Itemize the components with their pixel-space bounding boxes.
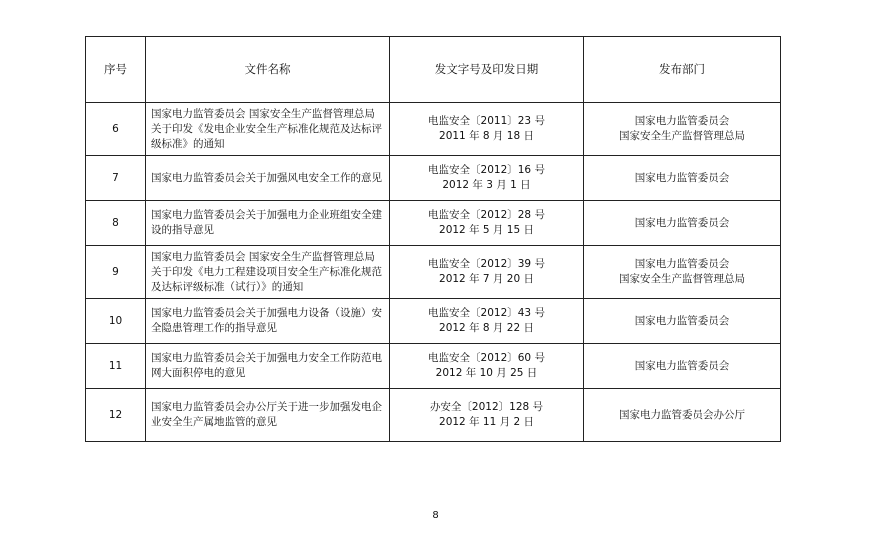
table-header-row: [86, 37, 781, 103]
row-no: 11: [86, 344, 146, 389]
row-file-name: 国家电力监管委员会关于加强风电安全工作的意见: [146, 156, 390, 201]
row-department: 国家电力监管委员会 国家安全生产监督管理总局: [584, 246, 781, 299]
row-file-name: 国家电力监管委员会关于加强电力企业班组安全建设的指导意见: [146, 201, 390, 246]
row-no: 10: [86, 299, 146, 344]
header-doc-number-date: 发文字号及印发日期: [390, 37, 584, 103]
row-file-name: 国家电力监管委员会办公厅关于进一步加强发电企业安全生产属地监管的意见: [146, 389, 390, 442]
row-department: 国家电力监管委员会 国家安全生产监督管理总局: [584, 103, 781, 156]
row-doc-number-date: 电监安全〔2012〕60 号 2012 年 10 月 25 日: [390, 344, 584, 389]
row-no: 12: [86, 389, 146, 442]
row-department: 国家电力监管委员会: [584, 344, 781, 389]
row-doc-number-date: 电监安全〔2011〕23 号 2011 年 8 月 18 日: [390, 103, 584, 156]
row-file-name: 国家电力监管委员会 国家安全生产监督管理总局关于印发《发电企业安全生产标准化规范及达标评级标准》的通知: [146, 103, 390, 156]
table-row: [86, 246, 781, 299]
table-row: [86, 389, 781, 442]
regulation-table: [85, 36, 781, 442]
table-row: [86, 201, 781, 246]
page-number: 8: [432, 510, 439, 521]
row-no: 8: [86, 201, 146, 246]
header-no: 序号: [86, 37, 146, 103]
row-no: 7: [86, 156, 146, 201]
row-file-name: 国家电力监管委员会关于加强电力安全工作防范电网大面积停电的意见: [146, 344, 390, 389]
row-no: 6: [86, 103, 146, 156]
table-row: [86, 103, 781, 156]
row-department: 国家电力监管委员会: [584, 156, 781, 201]
header-department: 发布部门: [584, 37, 781, 103]
row-doc-number-date: 办安全〔2012〕128 号 2012 年 11 月 2 日: [390, 389, 584, 442]
row-doc-number-date: 电监安全〔2012〕39 号 2012 年 7 月 20 日: [390, 246, 584, 299]
row-doc-number-date: 电监安全〔2012〕28 号 2012 年 5 月 15 日: [390, 201, 584, 246]
row-file-name: 国家电力监管委员会 国家安全生产监督管理总局关于印发《电力工程建设项目安全生产标准化规范及达标评级标准（试行）》的通知: [146, 246, 390, 299]
table-row: [86, 156, 781, 201]
row-department: 国家电力监管委员会: [584, 201, 781, 246]
row-department: 国家电力监管委员会办公厅: [584, 389, 781, 442]
table-row: [86, 299, 781, 344]
row-department: 国家电力监管委员会: [584, 299, 781, 344]
row-doc-number-date: 电监安全〔2012〕43 号 2012 年 8 月 22 日: [390, 299, 584, 344]
row-doc-number-date: 电监安全〔2012〕16 号 2012 年 3 月 1 日: [390, 156, 584, 201]
row-no: 9: [86, 246, 146, 299]
table-row: [86, 344, 781, 389]
row-file-name: 国家电力监管委员会关于加强电力设备（设施）安全隐患管理工作的指导意见: [146, 299, 390, 344]
header-file-name: 文件名称: [146, 37, 390, 103]
